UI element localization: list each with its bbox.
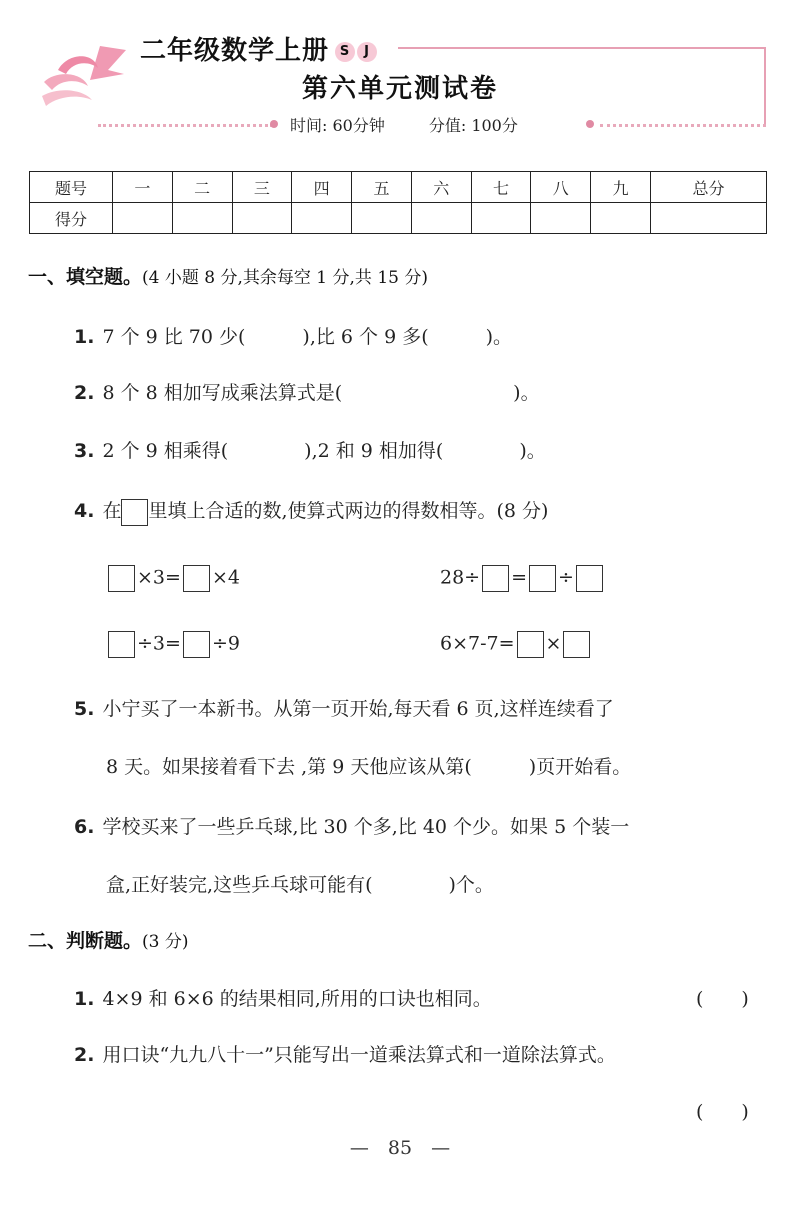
exam-meta (290, 113, 562, 136)
question-2-1: 1. 4×9 和 6×6 的结果相同,所用的口诀也相同。 (74, 988, 492, 1010)
table-row: 得分 (30, 203, 767, 234)
question-2-2: 2. 用口诀“九九八十一”只能写出一道乘法算式和一道除法算式。 (74, 1044, 616, 1066)
section-2-heading: 二、判断题。(3 分) (28, 930, 189, 952)
time-limit: 时间: 60分钟 (290, 116, 385, 135)
score-cell[interactable] (113, 203, 173, 234)
answer-box[interactable] (108, 565, 135, 592)
answer-box[interactable] (121, 499, 148, 526)
header-border-top (398, 47, 766, 49)
answer-box[interactable] (563, 631, 590, 658)
score-cell[interactable] (591, 203, 651, 234)
judgement-paren[interactable]: ( ) (696, 1101, 749, 1123)
judgement-paren[interactable]: ( ) (696, 988, 749, 1010)
equation-2: 28÷ = ÷ (440, 565, 605, 592)
textbook-brand: 二年级数学上册 S J (140, 30, 377, 67)
score-cell[interactable] (352, 203, 412, 234)
score-cell[interactable] (650, 203, 766, 234)
page-title: 第六单元测试卷 (301, 74, 498, 104)
question-1-5-cont: 8 天。如果接着看下去 ,第 9 天他应该从第( )页开始看。 (106, 756, 632, 778)
divider-dot-right (586, 120, 594, 128)
question-1-1: 1. 7 个 9 比 70 少( ),比 6 个 9 多( )。 (74, 326, 513, 348)
equation-4: 6×7-7= × (440, 631, 592, 658)
question-1-6: 6. 学校买来了一些乒乓球,比 30 个多,比 40 个少。如果 5 个装一 (74, 816, 630, 838)
answer-box[interactable] (517, 631, 544, 658)
divider-dot-left (270, 120, 278, 128)
equation-1: ×3= ×4 (106, 565, 240, 592)
question-1-4: 4. 在 里填上合适的数,使算式两边的得数相等。(8 分) (74, 496, 548, 526)
dotted-divider-right (600, 124, 766, 127)
score-cell[interactable] (531, 203, 591, 234)
question-1-2: 2. 8 个 8 相加写成乘法算式是( )。 (74, 382, 540, 404)
answer-box[interactable] (482, 565, 509, 592)
answer-box[interactable] (529, 565, 556, 592)
section-1-heading: 一、填空题。(4 小题 8 分,其余每空 1 分,共 15 分) (28, 266, 428, 288)
score-cell[interactable] (292, 203, 352, 234)
question-1-5: 5. 小宁买了一本新书。从第一页开始,每天看 6 页,这样连续看了 (74, 698, 614, 720)
answer-box[interactable] (183, 631, 210, 658)
score-cell[interactable] (232, 203, 292, 234)
page-number: — 85 — (349, 1137, 451, 1159)
answer-box[interactable] (576, 565, 603, 592)
score-cell[interactable] (172, 203, 232, 234)
answer-box[interactable] (183, 565, 210, 592)
question-1-6-cont: 盒,正好装完,这些乒乓球可能有( )个。 (106, 874, 494, 896)
total-score: 分值: 100分 (428, 116, 518, 135)
equation-3: ÷3= ÷9 (106, 631, 240, 658)
table-row: 题号 一 二 三 四 五 六 七 八 九 总分 (30, 172, 767, 203)
score-table (29, 171, 767, 234)
score-cell[interactable] (471, 203, 531, 234)
dotted-divider-left (98, 124, 273, 127)
question-1-3: 3. 2 个 9 相乘得( ),2 和 9 相加得( )。 (74, 440, 546, 462)
score-cell[interactable] (411, 203, 471, 234)
edition-badge: S J (335, 42, 377, 62)
answer-box[interactable] (108, 631, 135, 658)
